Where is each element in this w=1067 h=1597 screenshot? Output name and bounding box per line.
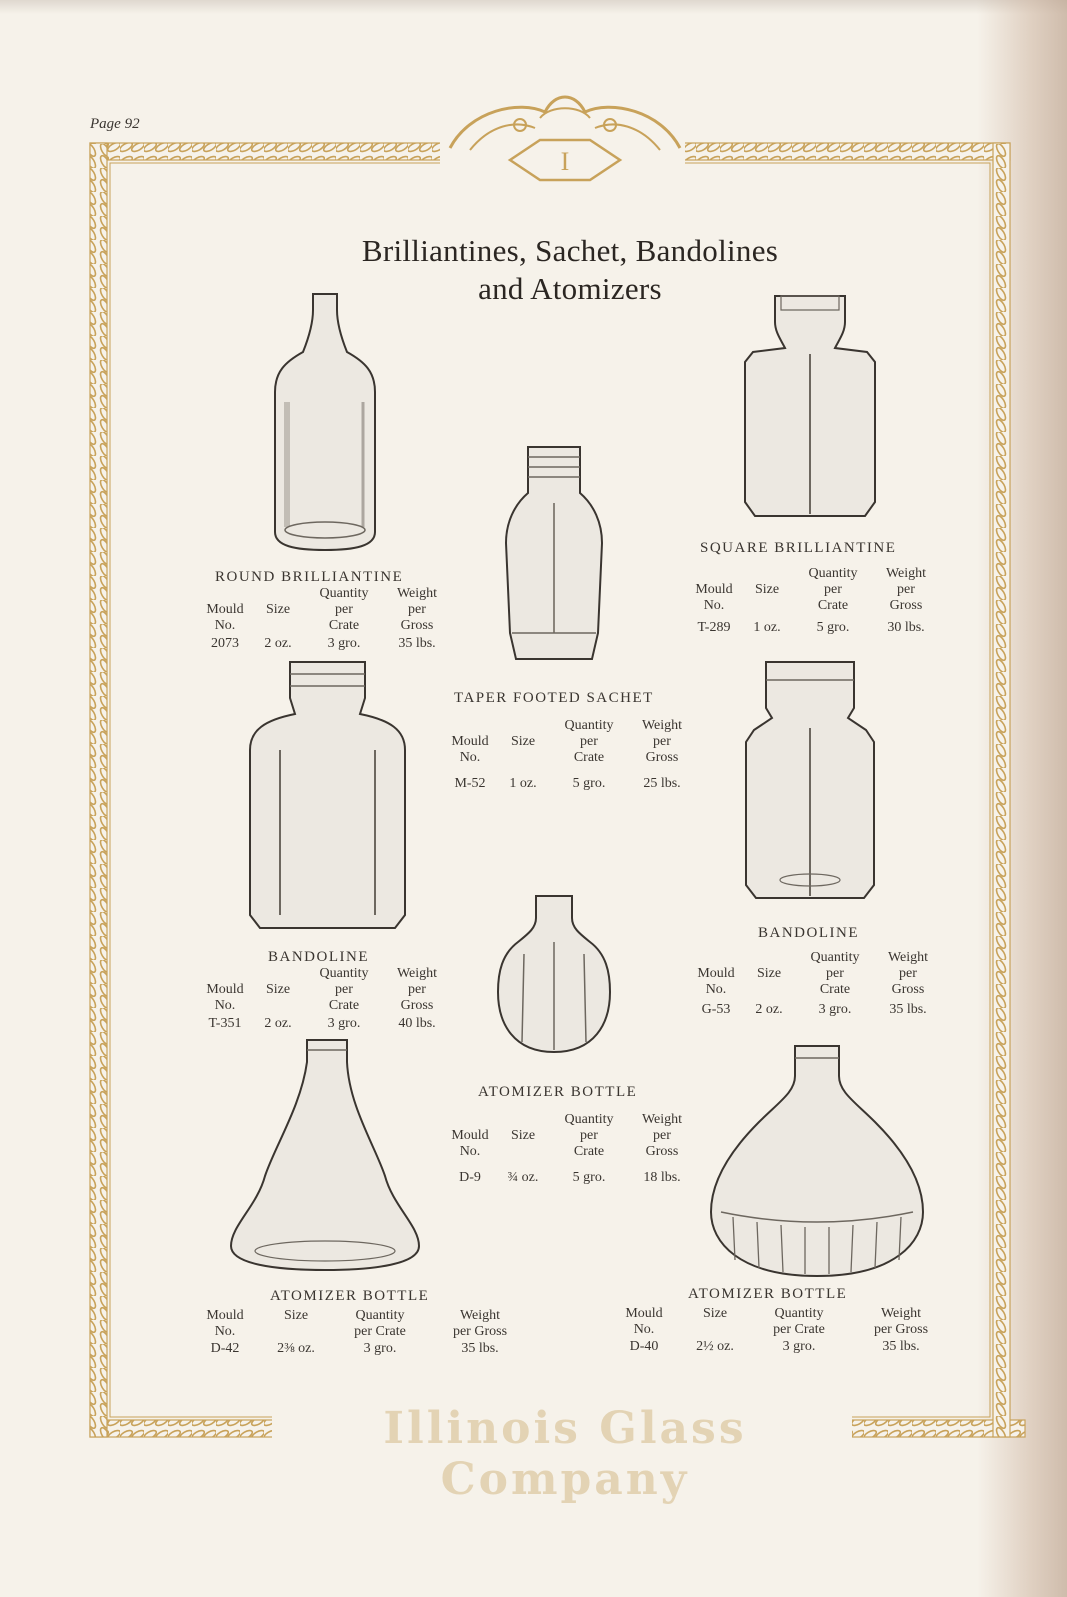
bandoline-left-image	[240, 660, 415, 935]
header-weight-per: per	[897, 582, 915, 597]
mould-number: M-52	[454, 776, 486, 791]
header-quantity-per: per	[824, 582, 842, 597]
header-quantity-per: per	[826, 966, 844, 981]
quantity-value: 3 gro.	[327, 636, 361, 651]
atomizer-right-specs	[614, 1306, 954, 1366]
header-mould: Mould	[206, 1308, 244, 1323]
quantity-value: 3 gro.	[782, 1339, 816, 1354]
header-weight-per: per	[653, 1128, 671, 1143]
mould-number: D-40	[629, 1339, 659, 1354]
atomizer-right-image	[705, 1042, 930, 1282]
weight-value: 35 lbs.	[889, 1002, 927, 1017]
header-mould-no: No.	[459, 1144, 481, 1159]
header-weight: Weight	[885, 566, 927, 581]
header-size: Size	[510, 734, 536, 749]
header-weight-gross: Gross	[645, 1144, 679, 1159]
weight-value: 35 lbs.	[398, 636, 436, 651]
header-quantity-per-crate: per Crate	[354, 1324, 406, 1339]
header-weight: Weight	[641, 718, 683, 733]
header-mould-no: No.	[633, 1322, 655, 1337]
header-mould-no: No.	[459, 750, 481, 765]
header-quantity-crate: Crate	[573, 1144, 605, 1159]
header-size: Size	[754, 582, 780, 597]
header-weight-gross: Gross	[400, 618, 434, 633]
header-mould: Mould	[451, 734, 489, 749]
header-quantity: Quantity	[564, 1112, 614, 1127]
atomizer-left-image	[225, 1036, 425, 1276]
header-quantity-crate: Crate	[328, 618, 360, 633]
header-mould-no: No.	[705, 982, 727, 997]
weight-value: 18 lbs.	[643, 1170, 681, 1185]
header-weight: Weight	[880, 1306, 922, 1321]
weight-value: 40 lbs.	[398, 1016, 436, 1031]
header-mould: Mould	[206, 982, 244, 997]
mould-number: G-53	[701, 1002, 731, 1017]
bandoline-right-caption: BANDOLINE	[758, 925, 859, 941]
size-value: 1 oz.	[753, 620, 781, 635]
header-weight: Weight	[396, 966, 438, 981]
quantity-value: 5 gro.	[572, 1170, 606, 1185]
header-quantity-per: per	[335, 602, 353, 617]
header-size: Size	[265, 982, 291, 997]
header-quantity-per: per	[335, 982, 353, 997]
header-quantity-per-crate: per Crate	[773, 1322, 825, 1337]
header-weight: Weight	[641, 1112, 683, 1127]
size-value: 2 oz.	[264, 636, 292, 651]
header-quantity: Quantity	[319, 586, 369, 601]
quantity-value: 3 gro.	[327, 1016, 361, 1031]
header-weight-per: per	[653, 734, 671, 749]
header-quantity: Quantity	[564, 718, 614, 733]
taper-footed-sachet-specs	[440, 718, 700, 798]
header-size: Size	[283, 1308, 309, 1323]
header-mould: Mould	[625, 1306, 663, 1321]
round-brilliantine-specs	[195, 586, 455, 656]
header-weight-gross: Gross	[645, 750, 679, 765]
header-weight-per: per	[408, 982, 426, 997]
header-mould-no: No.	[214, 618, 236, 633]
size-value: 2½ oz.	[696, 1339, 734, 1354]
quantity-value: 3 gro.	[363, 1341, 397, 1356]
size-value: 2 oz.	[264, 1016, 292, 1031]
header-quantity-per: per	[580, 1128, 598, 1143]
weight-value: 35 lbs.	[882, 1339, 920, 1354]
header-mould: Mould	[206, 602, 244, 617]
header-quantity-crate: Crate	[573, 750, 605, 765]
header-quantity-crate: Crate	[328, 998, 360, 1013]
quantity-value: 5 gro.	[816, 620, 850, 635]
page-title-line-1: Brilliantines, Sachet, Bandolines	[361, 233, 779, 268]
round-brilliantine-caption: ROUND BRILLIANTINE	[215, 569, 404, 585]
quantity-value: 5 gro.	[572, 776, 606, 791]
header-mould-no: No.	[703, 598, 725, 613]
header-weight-per: per	[899, 966, 917, 981]
header-quantity: Quantity	[319, 966, 369, 981]
header-weight-per: per	[408, 602, 426, 617]
mould-number: 2073	[211, 636, 239, 651]
header-quantity: Quantity	[810, 950, 860, 965]
bandoline-left-specs	[195, 966, 455, 1036]
header-weight-gross: Gross	[891, 982, 925, 997]
footer-brand: Illinois Glass Company	[383, 1403, 747, 1505]
size-value: 2⅜ oz.	[277, 1341, 315, 1356]
header-weight-gross: Gross	[400, 998, 434, 1013]
header-weight-gross: Gross	[889, 598, 923, 613]
weight-value: 25 lbs.	[643, 776, 681, 791]
header-quantity-per: per	[580, 734, 598, 749]
atomizer-center-image	[494, 892, 614, 1060]
size-value: 1 oz.	[509, 776, 537, 791]
header-size: Size	[702, 1306, 728, 1321]
size-value: 2 oz.	[755, 1002, 783, 1017]
header-size: Size	[510, 1128, 536, 1143]
header-mould-no: No.	[214, 998, 236, 1013]
header-mould: Mould	[695, 582, 733, 597]
bandoline-left-caption: BANDOLINE	[268, 949, 369, 965]
header-mould-no: No.	[214, 1324, 236, 1339]
atomizer-left-specs	[195, 1308, 535, 1368]
mould-number: D-9	[459, 1170, 481, 1185]
header-quantity: Quantity	[355, 1308, 405, 1323]
atomizer-right-caption: ATOMIZER BOTTLE	[688, 1286, 848, 1302]
taper-footed-sachet-image	[498, 443, 610, 668]
mould-number: D-42	[210, 1341, 240, 1356]
header-size: Size	[756, 966, 782, 981]
square-brilliantine-specs	[684, 566, 944, 638]
taper-footed-sachet-caption: TAPER FOOTED SACHET	[454, 690, 654, 706]
mould-number: T-289	[697, 620, 731, 635]
atomizer-center-caption: ATOMIZER BOTTLE	[478, 1084, 638, 1100]
header-weight-per-gross: per Gross	[452, 1324, 508, 1339]
bandoline-right-specs	[686, 950, 946, 1022]
header-mould: Mould	[697, 966, 735, 981]
header-quantity: Quantity	[774, 1306, 824, 1321]
weight-value: 35 lbs.	[461, 1341, 499, 1356]
header-weight: Weight	[887, 950, 929, 965]
header-size: Size	[265, 602, 291, 617]
round-brilliantine-image	[255, 292, 395, 554]
atomizer-center-specs	[440, 1112, 700, 1192]
square-brilliantine-image	[735, 292, 885, 524]
page-number: Page 92	[90, 116, 140, 132]
mould-number: T-351	[208, 1016, 242, 1031]
header-weight: Weight	[459, 1308, 501, 1323]
header-weight-per-gross: per Gross	[873, 1322, 929, 1337]
page-title-line-2: and Atomizers	[478, 271, 662, 306]
square-brilliantine-caption: SQUARE BRILLIANTINE	[700, 540, 897, 556]
header-quantity-crate: Crate	[817, 598, 849, 613]
atomizer-left-caption: ATOMIZER BOTTLE	[270, 1288, 430, 1304]
bandoline-right-image	[740, 660, 880, 905]
size-value: ¾ oz.	[507, 1170, 539, 1185]
weight-value: 30 lbs.	[887, 620, 925, 635]
header-weight: Weight	[396, 586, 438, 601]
header-mould: Mould	[451, 1128, 489, 1143]
quantity-value: 3 gro.	[818, 1002, 852, 1017]
header-quantity: Quantity	[808, 566, 858, 581]
emblem-letter: I	[560, 147, 570, 176]
header-quantity-crate: Crate	[819, 982, 851, 997]
